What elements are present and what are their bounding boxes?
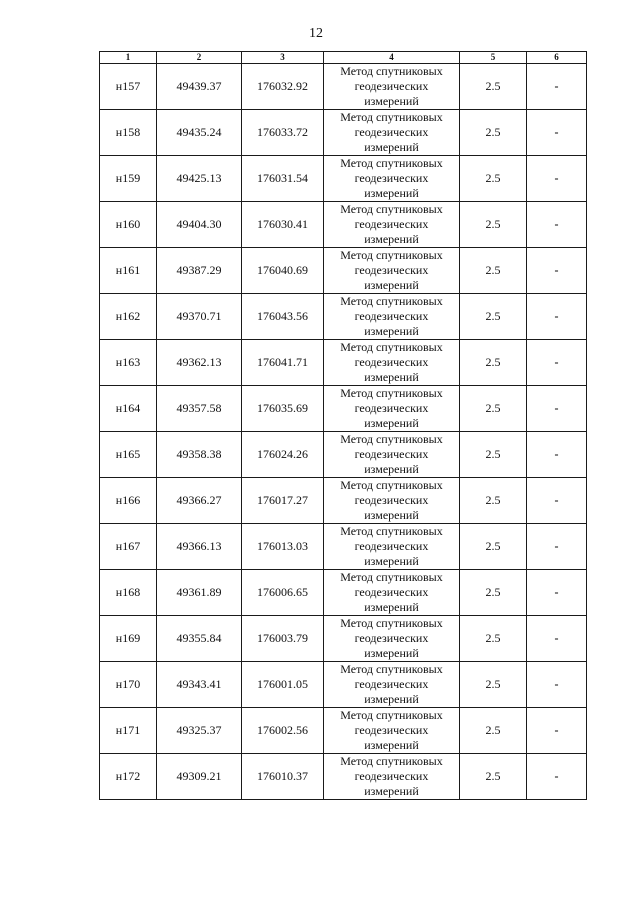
accuracy-cell: 2.5 [460,156,527,202]
method-line: Метод спутниковых [340,386,443,400]
method-cell [324,110,460,156]
point-id-cell: н162 [100,294,157,340]
method-line: измерений [364,370,419,384]
point-id-cell: н171 [100,708,157,754]
method-line: Метод спутниковых [340,616,443,630]
method-line: измерений [364,324,419,338]
accuracy-cell: 2.5 [460,754,527,800]
note-cell: - [527,570,587,616]
accuracy-cell: 2.5 [460,662,527,708]
column-header-1: 1 [100,52,157,64]
accuracy-cell: 2.5 [460,386,527,432]
table-row [100,294,587,340]
table-row [100,478,587,524]
table-header-row [100,52,587,64]
point-id-cell: н157 [100,64,157,110]
method-line: геодезических [354,631,429,645]
table-row [100,708,587,754]
method-line: измерений [364,416,419,430]
x-coordinate-cell: 49404.30 [157,202,242,248]
method-line: измерений [364,508,419,522]
method-line: геодезических [354,309,429,323]
method-line: геодезических [354,677,429,691]
table-row [100,432,587,478]
method-line: измерений [364,738,419,752]
x-coordinate-cell: 49358.38 [157,432,242,478]
point-id-cell: н165 [100,432,157,478]
note-cell: - [527,524,587,570]
table-row [100,64,587,110]
point-id-cell: н164 [100,386,157,432]
accuracy-cell: 2.5 [460,570,527,616]
method-line: геодезических [354,493,429,507]
y-coordinate-cell: 176017.27 [242,478,324,524]
y-coordinate-cell: 176040.69 [242,248,324,294]
method-line: геодезических [354,79,429,93]
y-coordinate-cell: 176035.69 [242,386,324,432]
page-number: 12 [309,26,323,41]
method-line: измерений [364,784,419,798]
point-id-cell: н163 [100,340,157,386]
point-id-cell: н158 [100,110,157,156]
accuracy-cell: 2.5 [460,64,527,110]
x-coordinate-cell: 49435.24 [157,110,242,156]
method-cell [324,662,460,708]
method-cell [324,570,460,616]
y-coordinate-cell: 176006.65 [242,570,324,616]
method-line: Метод спутниковых [340,570,443,584]
x-coordinate-cell: 49355.84 [157,616,242,662]
method-line: геодезических [354,263,429,277]
note-cell: - [527,294,587,340]
note-cell: - [527,708,587,754]
accuracy-cell: 2.5 [460,294,527,340]
method-line: Метод спутниковых [340,524,443,538]
x-coordinate-cell: 49361.89 [157,570,242,616]
method-line: измерений [364,232,419,246]
column-header-5: 5 [460,52,527,64]
method-line: геодезических [354,447,429,461]
method-line: измерений [364,692,419,706]
method-cell [324,754,460,800]
table-row [100,248,587,294]
coordinates-table [99,51,587,800]
y-coordinate-cell: 176033.72 [242,110,324,156]
y-coordinate-cell: 176024.26 [242,432,324,478]
x-coordinate-cell: 49357.58 [157,386,242,432]
method-cell [324,524,460,570]
note-cell: - [527,432,587,478]
x-coordinate-cell: 49362.13 [157,340,242,386]
method-line: Метод спутниковых [340,754,443,768]
method-line: Метод спутниковых [340,708,443,722]
x-coordinate-cell: 49425.13 [157,156,242,202]
method-cell [324,64,460,110]
method-cell [324,202,460,248]
method-line: измерений [364,94,419,108]
accuracy-cell: 2.5 [460,524,527,570]
y-coordinate-cell: 176010.37 [242,754,324,800]
y-coordinate-cell: 176001.05 [242,662,324,708]
method-line: Метод спутниковых [340,662,443,676]
y-coordinate-cell: 176032.92 [242,64,324,110]
method-line: геодезических [354,769,429,783]
method-line: геодезических [354,585,429,599]
note-cell: - [527,156,587,202]
x-coordinate-cell: 49439.37 [157,64,242,110]
table-row [100,754,587,800]
method-line: Метод спутниковых [340,294,443,308]
method-line: Метод спутниковых [340,340,443,354]
point-id-cell: н170 [100,662,157,708]
note-cell: - [527,386,587,432]
y-coordinate-cell: 176030.41 [242,202,324,248]
method-line: геодезических [354,723,429,737]
method-line: геодезических [354,539,429,553]
x-coordinate-cell: 49366.13 [157,524,242,570]
table-row [100,524,587,570]
accuracy-cell: 2.5 [460,708,527,754]
accuracy-cell: 2.5 [460,340,527,386]
table-row [100,616,587,662]
method-line: Метод спутниковых [340,110,443,124]
column-header-3: 3 [242,52,324,64]
point-id-cell: н159 [100,156,157,202]
table-row [100,156,587,202]
column-header-6: 6 [527,52,587,64]
method-cell [324,432,460,478]
method-line: измерений [364,278,419,292]
method-line: геодезических [354,401,429,415]
method-line: Метод спутниковых [340,478,443,492]
x-coordinate-cell: 49387.29 [157,248,242,294]
note-cell: - [527,248,587,294]
accuracy-cell: 2.5 [460,478,527,524]
accuracy-cell: 2.5 [460,110,527,156]
column-header-2: 2 [157,52,242,64]
x-coordinate-cell: 49366.27 [157,478,242,524]
y-coordinate-cell: 176031.54 [242,156,324,202]
method-line: измерений [364,462,419,476]
method-cell [324,248,460,294]
method-line: геодезических [354,125,429,139]
point-id-cell: н172 [100,754,157,800]
accuracy-cell: 2.5 [460,248,527,294]
note-cell: - [527,64,587,110]
method-line: геодезических [354,217,429,231]
point-id-cell: н169 [100,616,157,662]
method-line: измерений [364,554,419,568]
accuracy-cell: 2.5 [460,432,527,478]
accuracy-cell: 2.5 [460,202,527,248]
method-line: измерений [364,140,419,154]
table-row [100,110,587,156]
method-cell [324,708,460,754]
x-coordinate-cell: 49343.41 [157,662,242,708]
y-coordinate-cell: 176003.79 [242,616,324,662]
x-coordinate-cell: 49309.21 [157,754,242,800]
method-cell [324,478,460,524]
method-line: измерений [364,186,419,200]
note-cell: - [527,478,587,524]
point-id-cell: н168 [100,570,157,616]
method-line: измерений [364,600,419,614]
note-cell: - [527,662,587,708]
x-coordinate-cell: 49325.37 [157,708,242,754]
point-id-cell: н160 [100,202,157,248]
table-body [100,64,587,800]
table-row [100,202,587,248]
method-line: Метод спутниковых [340,156,443,170]
y-coordinate-cell: 176013.03 [242,524,324,570]
method-line: геодезических [354,355,429,369]
note-cell: - [527,340,587,386]
table-row [100,340,587,386]
point-id-cell: н161 [100,248,157,294]
method-cell [324,294,460,340]
y-coordinate-cell: 176002.56 [242,708,324,754]
method-line: геодезических [354,171,429,185]
point-id-cell: н167 [100,524,157,570]
note-cell: - [527,616,587,662]
method-line: Метод спутниковых [340,202,443,216]
method-line: Метод спутниковых [340,432,443,446]
x-coordinate-cell: 49370.71 [157,294,242,340]
table-row [100,662,587,708]
method-cell [324,340,460,386]
table-row [100,386,587,432]
note-cell: - [527,110,587,156]
column-header-4: 4 [324,52,460,64]
table-row [100,570,587,616]
method-cell [324,156,460,202]
note-cell: - [527,202,587,248]
method-line: Метод спутниковых [340,64,443,78]
method-cell [324,616,460,662]
accuracy-cell: 2.5 [460,616,527,662]
y-coordinate-cell: 176043.56 [242,294,324,340]
method-cell [324,386,460,432]
method-line: Метод спутниковых [340,248,443,262]
note-cell: - [527,754,587,800]
method-line: измерений [364,646,419,660]
point-id-cell: н166 [100,478,157,524]
y-coordinate-cell: 176041.71 [242,340,324,386]
